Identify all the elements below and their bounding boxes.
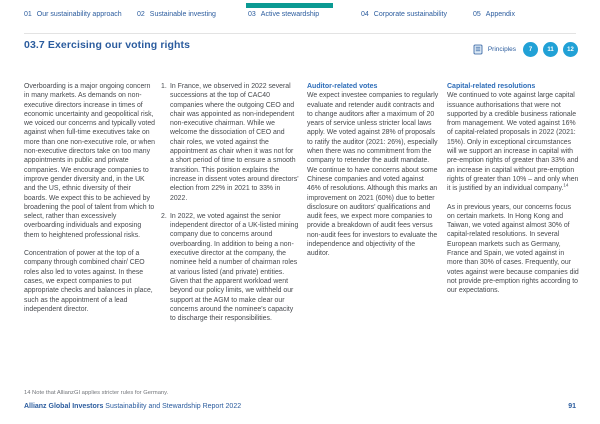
list-item-number: 2. bbox=[161, 212, 167, 220]
nav-item-label: Appendix bbox=[485, 11, 515, 18]
body-paragraph: As in previous years, our concerns focus on certain markets. In Hong Kong and Taiwan, we voted against almost 30% of capital-related resolutions. In several European markets such as Germany, France and Spain, we voted against in more than 30% of cases. Frequently, our votes against were because companies did not provide pre-emption rights according to our expectations. bbox=[447, 203, 579, 295]
body-paragraph: Overboarding is a major ongoing concern in many markets. As demands on non-executive directors increase in times of economic uncertainty and geopolitical risk, we voiced our concerns and typically voted against when full-time executives take on more than one non-executive role, or when non-executive directors take on too many appointments in public and private companies. We encourage companies to improve gender diversity and, in the UK and the US, ethnic diversity of their boards. We expect this to be achieved by broadening the pool of talent from which to select, rather than excessively overboarding individuals and exposing them to heightened professional risks. bbox=[24, 83, 155, 239]
nav-item-appendix[interactable] bbox=[473, 11, 515, 18]
footer-brand: Allianz Global Investors bbox=[24, 403, 104, 410]
principles-label: Principles bbox=[487, 46, 516, 53]
footnote: 14 Note that AllianzGI applies stricter rules for Germany. bbox=[24, 390, 169, 396]
nav-item-corporate-sustainability[interactable] bbox=[361, 11, 447, 18]
nav-divider bbox=[24, 33, 576, 34]
principle-badge-12[interactable]: 12 bbox=[563, 42, 578, 57]
page-number: 91 bbox=[568, 403, 576, 410]
nav-item-number: 01 bbox=[24, 11, 32, 18]
column-heading: Capital-related resolutions bbox=[447, 83, 536, 90]
active-tab-indicator bbox=[246, 3, 333, 8]
page-footer bbox=[24, 403, 576, 410]
body-paragraph: Concentration of power at the top of a company through combined chair/ CEO roles also led to votes against. In these cases, we expect companies to put appropriate checks and balances in place, such as the appointment of a lead independent director. bbox=[24, 250, 153, 313]
footer-report-title: Sustainability and Stewardship Report 2022 bbox=[103, 403, 242, 410]
top-navigation bbox=[0, 0, 600, 33]
nav-item-label: Our sustainability approach bbox=[36, 11, 122, 18]
principle-badge-11[interactable]: 11 bbox=[543, 42, 558, 57]
nav-item-number: 02 bbox=[137, 11, 145, 18]
nav-item-label: Corporate sustainability bbox=[373, 11, 447, 18]
list-item-text: In France, we observed in 2022 several successions at the top of CAC40 companies where the outgoing CEO and chair was appointed as non-independent non-executive chairman. While we welcome the dissociation of CEO and chair roles, we voted against the appointment as chair when it was not for a short period of time to ensure a smooth transition. This position explains the increase in dissent votes around directors’ election from 22% in 2021 to 33% in 2022. bbox=[170, 83, 299, 202]
nav-item-number: 04 bbox=[361, 11, 369, 18]
list-item-text: In 2022, we voted against the senior independent director of a UK-listed mining company due to concerns around overboarding. In addition to being a non-executive director at the company, the nominee held a number of chairman roles at various listed (and private) entities. Given that the apparent workload went beyond our policy limits, we withheld our support at the AGM to make clear our concerns around the nominee’s capacity to discharge their responsibilities. bbox=[170, 212, 299, 323]
principles-book-icon bbox=[473, 44, 483, 55]
nav-item-sustainability-approach[interactable] bbox=[24, 11, 122, 18]
nav-item-active-stewardship[interactable] bbox=[248, 11, 319, 18]
body-paragraph: We expect investee companies to regularly evaluate and retender audit contracts and to change auditors after a maximum of 20 years of service unless stricter local laws apply. We voted against 28% of proposals to ratify the auditor (2021: 26%), especially when there was no commitment from the company to retender the audit mandate. We continue to have concerns about some Chinese companies and voted against 46% of resolutions. Although this marks an improvement on 2021 (60%) due to better disclosure on auditors’ qualifications and audit fees, we expect more companies to provide a breakdown of audit fees versus non-audit fees for investors to evaluate the independence and objectivity of the auditor. bbox=[307, 92, 439, 258]
footnote-reference: 14 bbox=[563, 182, 569, 188]
column-overboarding bbox=[24, 82, 155, 323]
column-auditor-votes bbox=[307, 82, 439, 268]
nav-item-number: 03 bbox=[248, 11, 256, 18]
principles-badge-group bbox=[473, 42, 578, 57]
list-item-number: 1. bbox=[161, 83, 167, 90]
column-case-examples bbox=[161, 82, 299, 332]
nav-item-label: Active stewardship bbox=[260, 11, 320, 18]
nav-item-label: Sustainable investing bbox=[149, 11, 216, 18]
column-capital-resolutions bbox=[447, 82, 579, 305]
page-title: 03.7 Exercising our voting rights bbox=[24, 39, 191, 51]
nav-item-sustainable-investing[interactable] bbox=[137, 11, 216, 18]
nav-item-number: 05 bbox=[473, 11, 481, 18]
column-heading: Auditor-related votes bbox=[307, 83, 378, 90]
paragraph-text: We continued to vote against large capital issuance authorisations that were not supported by a credible business rationale from management. We voted against 16% of capital-related proposals in 2022 (2021: 15%). Only in exceptional circumstances will we support an increase in capital with pre-emption rights of greater than 33% and an increase in capital without pre-emption rights of greater than 10% – and only when it is justified by an individual company. bbox=[447, 92, 579, 193]
numbered-list-item bbox=[161, 212, 299, 324]
body-paragraph bbox=[447, 91, 579, 193]
numbered-list-item bbox=[161, 82, 299, 203]
principle-badge-7[interactable]: 7 bbox=[523, 42, 538, 57]
